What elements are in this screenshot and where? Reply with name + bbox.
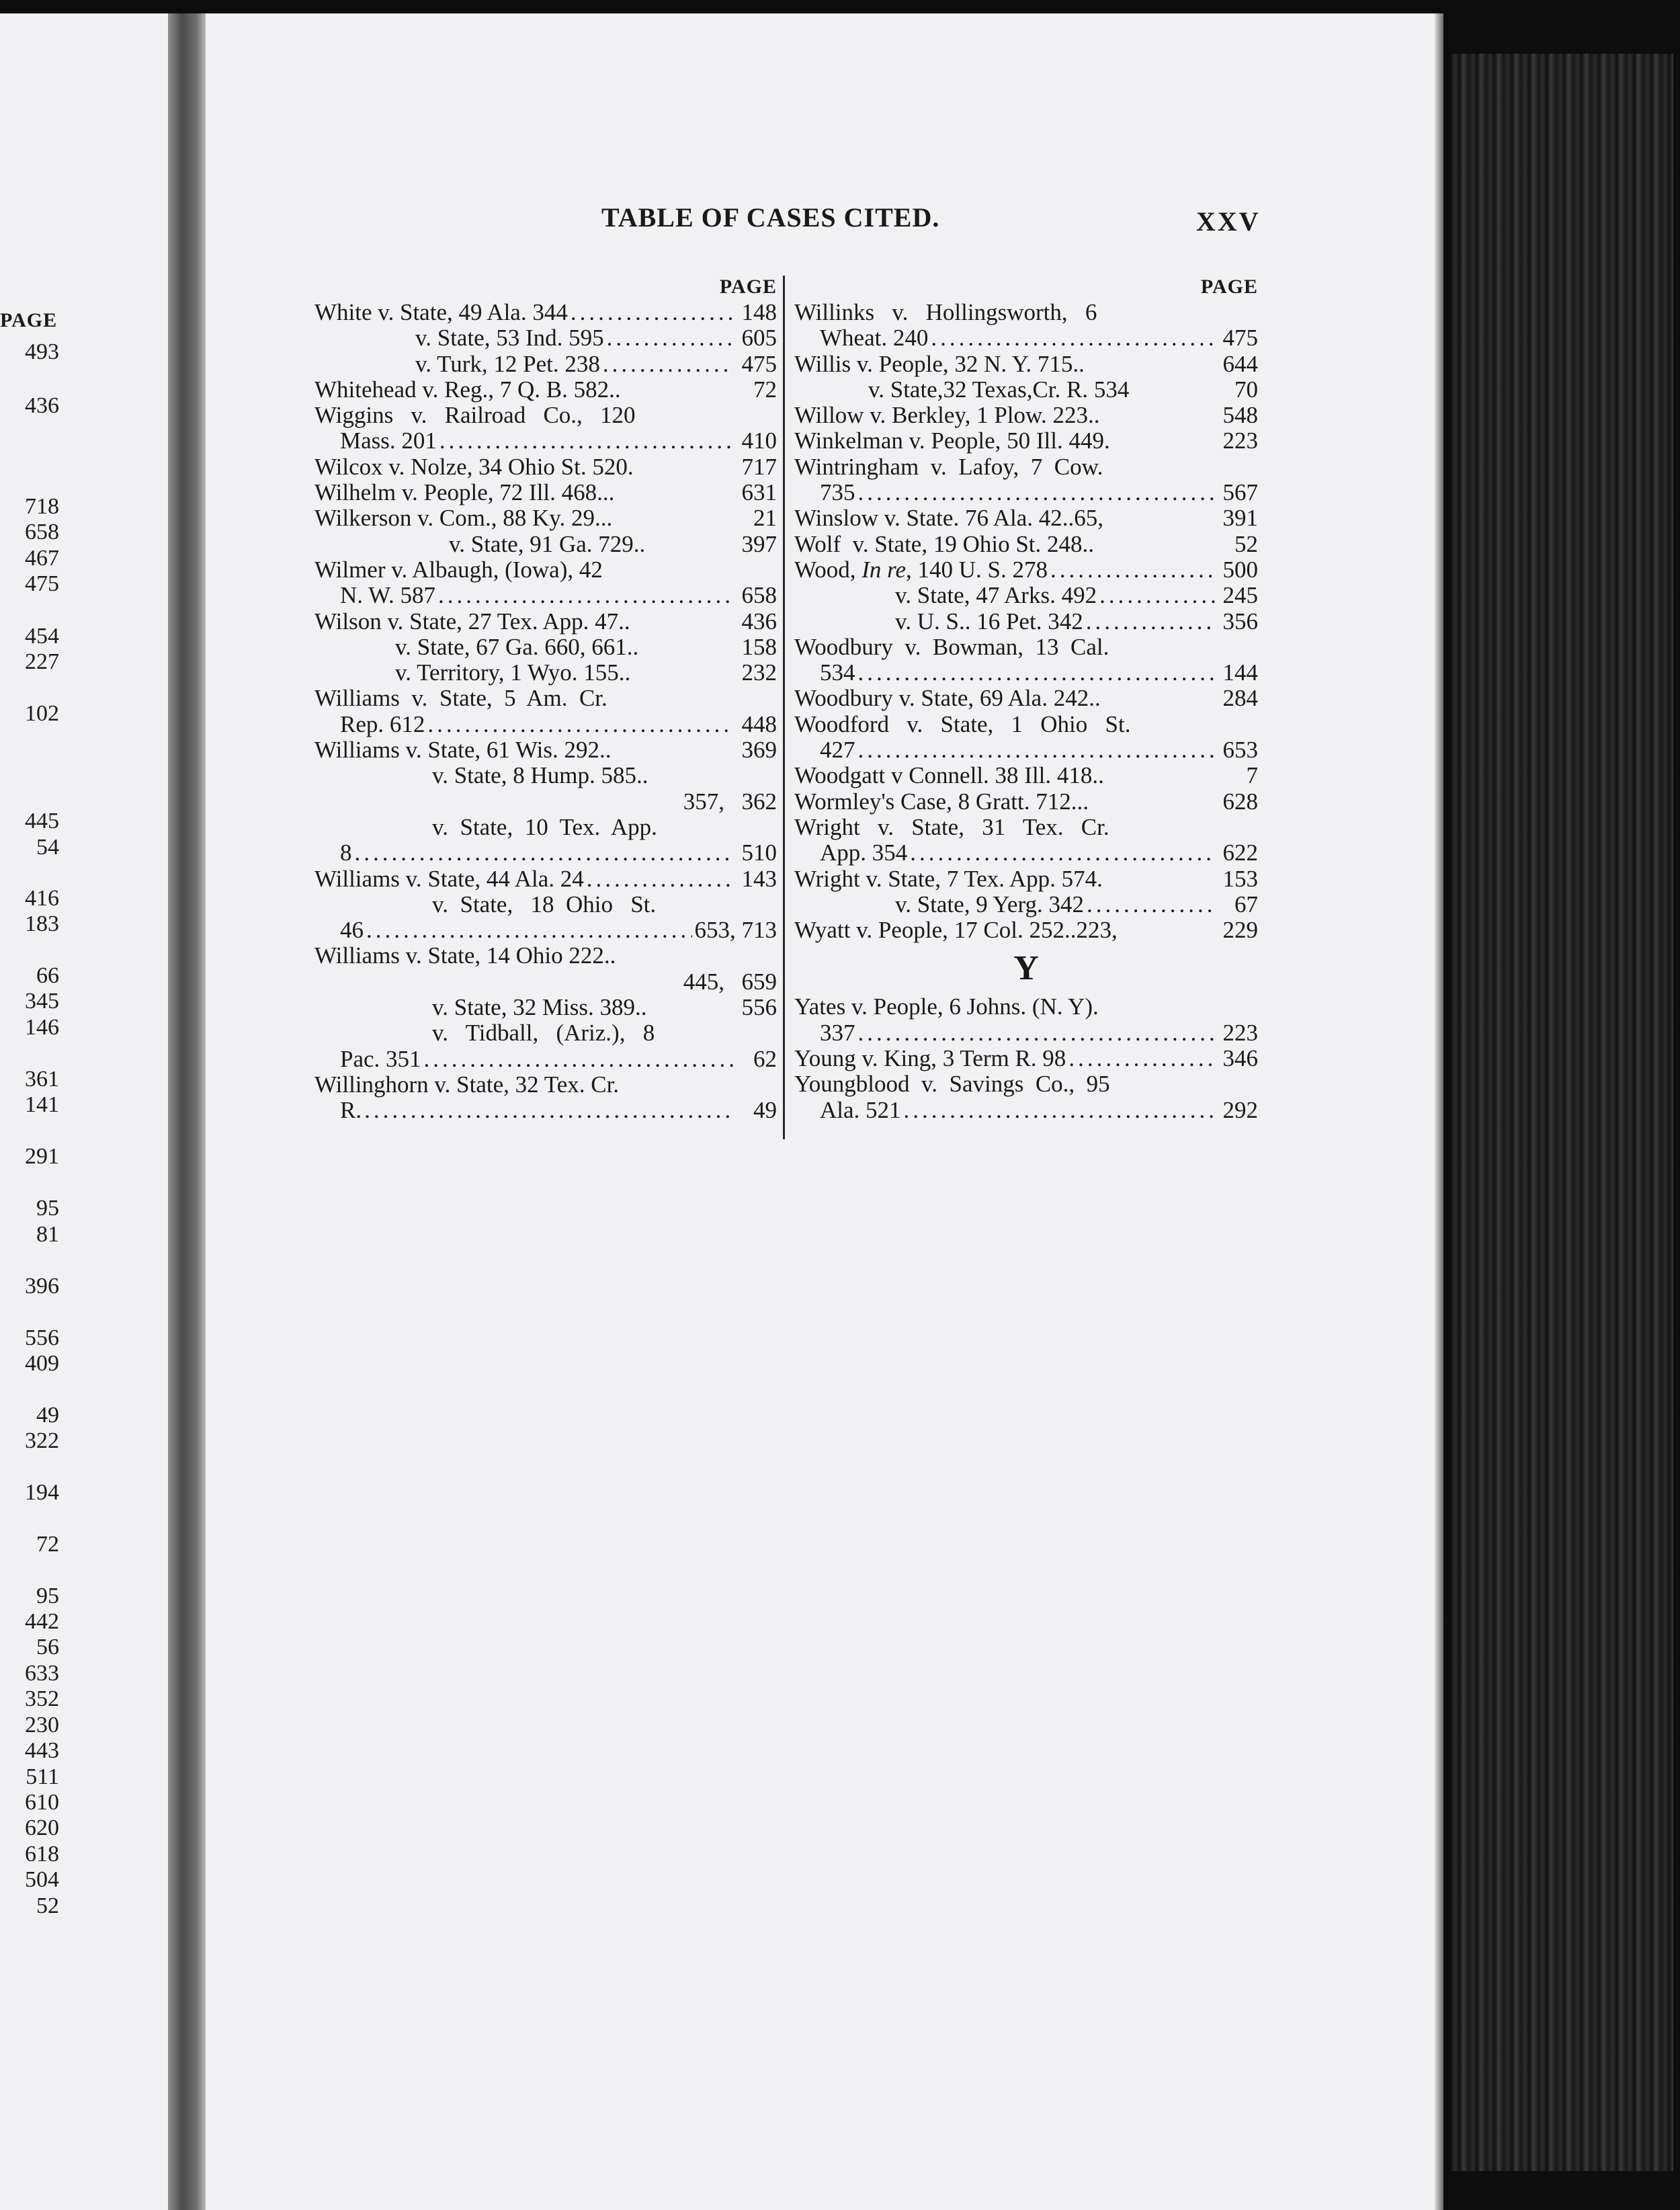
case-entry-line [794, 583, 1258, 608]
page-reference: 644 [1222, 350, 1258, 377]
previous-page-number: 345 [25, 989, 59, 1014]
page-reference: 52 [1234, 530, 1258, 557]
dot-leader [1099, 583, 1215, 608]
case-entry-line [794, 712, 1258, 737]
page-reference: 500 [1222, 556, 1258, 583]
case-citation-text: White v. State, 49 Ala. 344 [314, 299, 568, 325]
previous-page-number: 352 [25, 1686, 59, 1711]
page-reference: 622 [1222, 840, 1258, 866]
page-reference: 475 [1222, 325, 1258, 352]
section-y-entries [794, 994, 1258, 1122]
page-reference: 7 [1246, 762, 1258, 789]
dot-leader [931, 325, 1215, 351]
previous-page-number: 618 [25, 1842, 59, 1867]
case-citation-text: Wright v. State, 31 Tex. Cr. [794, 813, 1109, 840]
case-entry-line [794, 763, 1258, 788]
case-citation-text: v. State, 10 Tex. App. [432, 813, 657, 840]
right-column-page-head: PAGE [1200, 276, 1258, 298]
case-citation-text: Rep. 612 [340, 710, 425, 737]
dot-leader [571, 300, 734, 325]
case-entry-line [314, 866, 777, 892]
case-citation-text: Young v. King, 3 Term R. 98 [794, 1045, 1066, 1072]
case-citation-text: v. State, 91 Ga. 729.. [449, 530, 646, 557]
page-reference: 548 [1222, 402, 1258, 429]
case-citation-text: N. W. 587 [340, 582, 435, 609]
page-reference: 70 [1234, 376, 1258, 403]
case-citation-text: Yates v. People, 6 Johns. (N. Y). [794, 993, 1099, 1020]
case-citation-text: Wilson v. State, 27 Tex. App. 47.. [314, 608, 630, 635]
case-citation-text: Wolf v. State, 19 Ohio St. 248.. [794, 530, 1095, 557]
case-entry-line [794, 892, 1258, 917]
page-reference: 653 [1222, 737, 1258, 764]
page-reference: 144 [1222, 659, 1258, 686]
case-entry-line [794, 325, 1258, 351]
page-reference: 143 [741, 865, 777, 892]
right-column [794, 274, 1258, 1123]
case-citation-text: Wilmer v. Albaugh, (Iowa), 42 [314, 556, 603, 583]
case-entry-line [314, 840, 777, 866]
case-citation-text: v. State, 8 Hump. 585.. [432, 762, 648, 789]
page-reference: 448 [741, 710, 777, 737]
page-reference: 717 [741, 453, 777, 480]
dot-leader [355, 840, 734, 866]
case-citation-text: Willinghorn v. State, 32 Tex. Cr. [314, 1071, 620, 1098]
previous-page-number: 396 [25, 1274, 59, 1299]
scan-border-top [0, 0, 1680, 13]
previous-page-number: 454 [25, 624, 59, 649]
case-citation-text: Wilkerson v. Com., 88 Ky. 29... [314, 505, 613, 532]
page-reference: 605 [741, 325, 777, 352]
case-entry-line [794, 557, 1258, 583]
previous-page-number: 493 [25, 339, 59, 364]
previous-page-number: 620 [25, 1815, 59, 1840]
case-entry-line [314, 352, 777, 377]
page-reference: 362 [741, 788, 777, 815]
previous-page-number: 72 [36, 1532, 59, 1557]
previous-page-number: 511 [26, 1764, 59, 1789]
previous-page-column-head: PAGE [0, 309, 58, 331]
previous-page-number: 141 [25, 1092, 59, 1117]
page-reference: 153 [1222, 865, 1258, 892]
dot-leader [366, 917, 692, 943]
previous-page-number: 56 [36, 1635, 59, 1660]
case-citation-text: v. State, 53 Ind. 595 [415, 325, 604, 352]
previous-page-number: 54 [36, 835, 59, 860]
dot-leader [439, 428, 734, 454]
dot-leader [1087, 892, 1215, 917]
book-fore-edge [1452, 54, 1673, 2171]
case-citation-text: Woodford v. State, 1 Ohio St. [794, 710, 1131, 737]
dot-leader [858, 660, 1216, 686]
case-citation-text: Wintringham v. Lafoy, 7 Cow. [794, 453, 1103, 480]
case-entry-line [314, 763, 777, 788]
previous-page-number: 504 [25, 1867, 59, 1892]
page-reference: 475 [741, 350, 777, 377]
case-entry-line [794, 480, 1258, 505]
dot-leader [424, 1047, 734, 1072]
case-entry-line [314, 1047, 777, 1072]
previous-page-number: 227 [25, 649, 59, 674]
case-entry-line [314, 454, 777, 480]
case-entry-line [314, 377, 777, 403]
previous-page-number: 436 [25, 393, 59, 418]
case-citation-text: v. U. S.. 16 Pet. 342 [895, 608, 1083, 635]
case-citation-text: 735 [820, 479, 855, 506]
case-citation-text: Ala. 521 [820, 1096, 901, 1123]
previous-page-number: 658 [25, 520, 59, 544]
case-citation-text: 8 [340, 840, 352, 866]
page-reference: 67 [1234, 891, 1258, 917]
case-entry-line [314, 789, 777, 815]
left-column-entries [314, 300, 777, 1124]
case-citation-text: Woodbury v. State, 69 Ala. 242.. [794, 685, 1101, 712]
case-entry-line [794, 403, 1258, 428]
case-entry-line [314, 480, 777, 505]
case-citation-text: Willow v. Berkley, 1 Plow. 223.. [794, 402, 1100, 429]
case-citation-text: v. State, 67 Ga. 660, 661.. [395, 633, 639, 660]
case-entry-line [314, 609, 777, 635]
case-citation-text: Wood, In re, 140 U. S. 278 [794, 556, 1048, 583]
section-letter-y: Y [1013, 949, 1039, 988]
case-entry-line [794, 454, 1258, 480]
page-reference: 223 [1222, 1019, 1258, 1046]
case-citation-text: 46 [340, 917, 364, 944]
case-citation-text: Youngblood v. Savings Co., 95 [794, 1071, 1110, 1098]
case-citation-text: Wilcox v. Nolze, 34 Ohio St. 520. [314, 453, 634, 480]
previous-page-number: 291 [25, 1144, 59, 1169]
case-citation-text: Wormley's Case, 8 Gratt. 712... [794, 788, 1089, 815]
case-entry-line [794, 789, 1258, 815]
previous-page-number: 95 [36, 1584, 59, 1608]
case-citation-text: App. 354 [820, 840, 908, 866]
case-citation-text: v. Territory, 1 Wyo. 155.. [395, 659, 631, 686]
page-reference: 658 [741, 582, 777, 609]
case-entry-line [314, 428, 777, 454]
previous-page-number: 633 [25, 1661, 59, 1686]
page-reference: 232 [741, 659, 777, 686]
page-number: XXV [1196, 206, 1261, 237]
dot-leader [438, 583, 734, 608]
page-reference: 510 [741, 840, 777, 866]
case-entry-line [794, 505, 1258, 531]
page-reference: 628 [1222, 788, 1258, 815]
case-entry-line [314, 505, 777, 531]
page-reference: 556 [741, 994, 777, 1021]
case-citation-text: v. State, 9 Yerg. 342 [895, 891, 1084, 917]
dot-leader [1068, 1046, 1215, 1071]
previous-page-number: 146 [25, 1015, 59, 1040]
dot-leader [904, 1098, 1215, 1123]
case-entry-line [794, 994, 1258, 1020]
previous-page-number: 52 [36, 1893, 59, 1918]
case-citation-text: Willinks v. Hollingsworth, 6 [794, 299, 1097, 325]
case-entry-line [794, 1046, 1258, 1071]
case-entry-line [794, 917, 1258, 943]
previous-page-number: 81 [36, 1222, 59, 1247]
case-entry-line [794, 300, 1258, 325]
page-reference: 49 [753, 1097, 777, 1124]
case-entry-line [794, 866, 1258, 892]
right-column-entries [794, 300, 1258, 943]
case-entry-line [314, 300, 777, 325]
previous-page-number: 610 [25, 1790, 59, 1815]
case-citation-text: R. [340, 1097, 362, 1124]
case-entry-line [314, 686, 777, 711]
previous-page-number: 467 [25, 546, 59, 571]
page-reference: 21 [753, 505, 777, 532]
case-citation-text: Woodgatt v Connell. 38 Ill. 418.. [794, 762, 1104, 789]
case-entry-line [794, 428, 1258, 454]
page-reference: 397 [741, 530, 777, 557]
case-entry-line [314, 1020, 777, 1046]
case-citation-text: Wiggins v. Railroad Co., 120 [314, 402, 636, 429]
case-citation-text: v. State, 18 Ohio St. [432, 891, 657, 917]
page-reference: 346 [1222, 1045, 1258, 1072]
page-reference: 72 [753, 376, 777, 403]
case-citation-text: Williams v. State, 14 Ohio 222.. [314, 942, 616, 969]
page-reference: 410 [741, 427, 777, 454]
case-entry-line [314, 583, 777, 608]
case-citation-text: v. State,32 Texas,Cr. R. 534 [868, 376, 1130, 403]
previous-page-number: 409 [25, 1351, 59, 1376]
previous-page-number: 416 [25, 886, 59, 911]
case-citation-text: Winslow v. State. 76 Ala. 42..65, [794, 505, 1104, 532]
previous-page [0, 13, 171, 2210]
case-citation-text: Wheat. 240 [820, 325, 929, 352]
case-citation-text: Woodbury v. Bowman, 13 Cal. [794, 633, 1109, 660]
case-citation-text: v. State, 32 Miss. 389.. [432, 994, 647, 1021]
case-entry-line [794, 840, 1258, 866]
case-citation-text: 357, [683, 788, 724, 815]
page-reference: 62 [753, 1045, 777, 1072]
page-reference: 659 [741, 968, 777, 995]
case-entry-line [314, 325, 777, 351]
case-entry-line [314, 712, 777, 737]
case-entry-line [314, 532, 777, 557]
case-entry-line [314, 635, 777, 660]
case-citation-text: v. State, 47 Arks. 492 [895, 582, 1097, 609]
case-citation-text: Williams v. State, 5 Am. Cr. [314, 685, 607, 712]
case-entry-line [794, 352, 1258, 377]
case-entry-line [314, 403, 777, 428]
page-reference: 284 [1222, 685, 1258, 712]
previous-page-number: 95 [36, 1196, 59, 1221]
dot-leader [587, 866, 734, 892]
dot-leader [858, 1020, 1216, 1046]
case-entry-line [794, 1020, 1258, 1046]
page-reference: 391 [1222, 505, 1258, 532]
case-entry-line [314, 892, 777, 917]
left-column [314, 274, 777, 1124]
case-entry-line [794, 635, 1258, 660]
dot-leader [858, 737, 1216, 763]
case-citation-text: Williams v. State, 44 Ala. 24 [314, 865, 584, 892]
previous-page-number: 443 [25, 1738, 59, 1763]
previous-page-number: 183 [25, 911, 59, 936]
page-reference: 223 [1222, 427, 1258, 454]
previous-page-number: 230 [25, 1713, 59, 1737]
case-citation-text: v. Turk, 12 Pet. 238 [415, 350, 600, 377]
page-reference: 631 [741, 479, 777, 506]
case-entry-line [794, 686, 1258, 711]
case-entry-line [314, 737, 777, 763]
previous-page-number: 445 [25, 809, 59, 833]
case-entry-line [314, 1098, 777, 1123]
previous-page-number: 102 [25, 701, 59, 726]
case-citation-text: Whitehead v. Reg., 7 Q. B. 582.. [314, 376, 621, 403]
page-reference: 369 [741, 737, 777, 764]
case-citation-text: 337 [820, 1019, 855, 1046]
case-citation-text: v. Tidball, (Ariz.), 8 [432, 1020, 655, 1047]
dot-leader [910, 840, 1215, 866]
page-reference: 229 [1222, 917, 1258, 944]
case-entry-line [794, 1098, 1258, 1123]
case-citation-text: Wilhelm v. People, 72 Ill. 468... [314, 479, 615, 506]
case-entry-line [314, 1072, 777, 1098]
case-entry-line [314, 917, 777, 943]
case-citation-text: Pac. 351 [340, 1045, 421, 1072]
case-entry-line [794, 660, 1258, 686]
page-reference: 567 [1222, 479, 1258, 506]
case-citation-text: 445, [683, 968, 724, 995]
case-entry-line [314, 815, 777, 840]
case-citation-text: 534 [820, 659, 855, 686]
case-entry-line [314, 995, 777, 1020]
page-reference: 148 [741, 299, 777, 325]
case-citation-text: Wyatt v. People, 17 Col. 252..223, [794, 917, 1118, 944]
dot-leader [427, 712, 734, 737]
book-gutter [168, 13, 208, 2210]
case-citation-text: Mass. 201 [340, 427, 437, 454]
case-entry-line [794, 737, 1258, 763]
page-reference: 653, 713 [694, 917, 777, 944]
case-citation-text: Wright v. State, 7 Tex. App. 574. [794, 865, 1103, 892]
case-citation-text: Winkelman v. People, 50 Ill. 449. [794, 427, 1110, 454]
page-reference: 356 [1222, 608, 1258, 635]
left-column-page-head: PAGE [719, 276, 777, 298]
case-entry-line [794, 1071, 1258, 1097]
previous-page-number: 49 [36, 1403, 59, 1428]
dot-leader [1086, 609, 1215, 635]
case-entry-line [794, 377, 1258, 403]
case-entry-line [314, 969, 777, 995]
case-entry-line [314, 660, 777, 686]
case-entry-line [314, 943, 777, 969]
page-reference: 292 [1222, 1096, 1258, 1123]
case-citation-text: Williams v. State, 61 Wis. 292.. [314, 737, 612, 764]
case-entry-line [314, 557, 777, 583]
page-reference: 436 [741, 608, 777, 635]
case-citation-text: 427 [820, 737, 855, 764]
dot-leader [603, 352, 734, 377]
page-reference: 158 [741, 633, 777, 660]
previous-page-number: 556 [25, 1325, 59, 1350]
running-head-title: TABLE OF CASES CITED. [601, 202, 940, 233]
dot-leader [607, 325, 734, 351]
previous-page-number: 361 [25, 1067, 59, 1092]
dot-leader [364, 1098, 734, 1123]
previous-page-number: 322 [25, 1428, 59, 1453]
case-entry-line [794, 532, 1258, 557]
previous-page-number: 194 [25, 1480, 59, 1505]
case-entry-line [794, 609, 1258, 635]
column-rule [783, 276, 785, 1139]
case-entry-line [794, 815, 1258, 840]
case-citation-text: Willis v. People, 32 N. Y. 715.. [794, 350, 1085, 377]
dot-leader [858, 480, 1216, 505]
page-reference: 245 [1222, 582, 1258, 609]
previous-page-number: 718 [25, 494, 59, 519]
previous-page-number: 442 [25, 1609, 59, 1634]
previous-page-number: 66 [36, 963, 59, 988]
dot-leader [1050, 557, 1215, 583]
previous-page-number: 475 [25, 571, 59, 596]
